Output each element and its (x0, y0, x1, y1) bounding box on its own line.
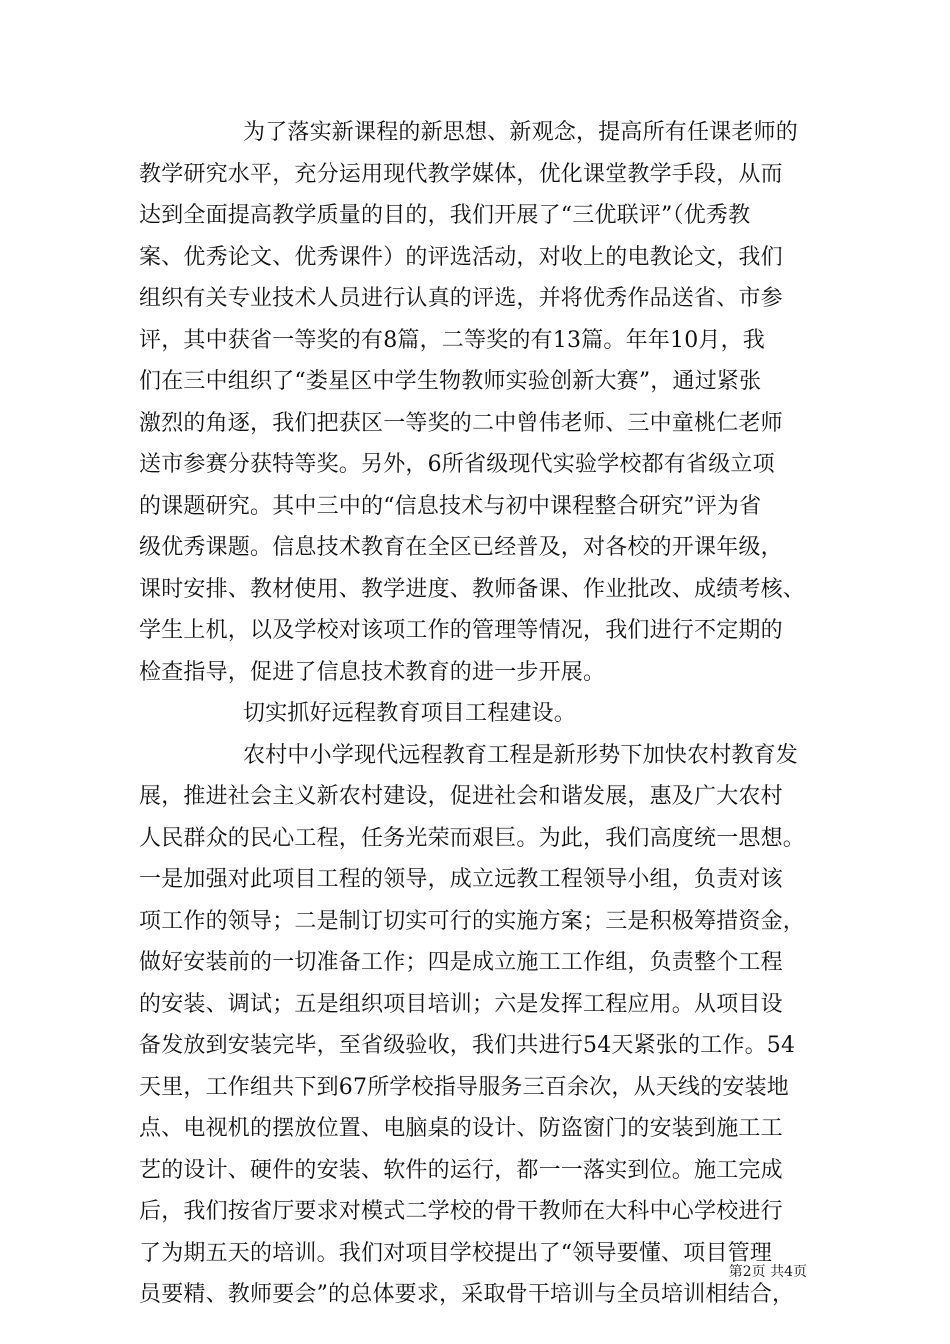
text-line: 点、电视机的摆放位置、电脑桌的设计、防盗窗门的安装到施工工 (139, 1116, 783, 1141)
text-line: 农村中小学现代远程教育工程是新形势下加快农村教育发 (243, 743, 799, 768)
text-line: 后，我们按省厅要求对模式二学校的骨干教师在大科中心学校进行 (139, 1199, 783, 1224)
text-line: 达到全面提高教学质量的目的，我们开展了“三优联评”（优秀教 (139, 203, 751, 228)
text-line: 激烈的角逐，我们把获区一等奖的二中曾伟老师、三中童桃仁老师 (139, 411, 783, 436)
text-line: 做好安装前的一切准备工作；四是成立施工工作组，负责整个工程 (139, 950, 783, 975)
page-number: 第2页 共4页 (728, 1264, 807, 1280)
text-line: 一是加强对此项目工程的领导，成立远教工程领导小组，负责对该 (139, 867, 783, 892)
text-line: 课时安排、教材使用、教学进度、教师备课、作业批改、成绩考核、 (139, 577, 806, 602)
text-line: 案、优秀论文、优秀课件）的评选活动，对收上的电教论文，我们 (139, 245, 783, 270)
text-line: 评，其中获省一等奖的有8篇，二等奖的有13篇。年年10月，我 (139, 328, 765, 353)
text-line: 学生上机，以及学校对该项工作的管理等情况，我们进行不定期的 (139, 618, 783, 643)
text-line: 项工作的领导；二是制订切实可行的实施方案；三是积极筹措资金， (139, 909, 806, 934)
text-line: 了为期五天的培训。我们对项目学校提出了“领导要懂、项目管理 (139, 1241, 773, 1266)
text-line: 艺的设计、硬件的安装、软件的运行，都一一落实到位。施工完成 (139, 1158, 783, 1183)
text-line: 检查指导，促进了信息技术教育的进一步开展。 (139, 660, 606, 685)
text-line: 级优秀课题。信息技术教育在全区已经普及，对各校的开课年级， (139, 535, 783, 560)
text-line: 员要精、教师要会”的总体要求，采取骨干培训与全员培训相结合， (139, 1282, 795, 1307)
text-line: 送市参赛分获特等奖。另外，6所省级现代实验学校都有省级立项 (139, 452, 775, 477)
text-line: 展，推进社会主义新农村建设，促进社会和谐发展，惠及广大农村 (139, 784, 783, 809)
text-line: 的课题研究。其中三中的“信息技术与初中课程整合研究”评为省 (139, 494, 762, 519)
text-line: 们在三中组织了“娄星区中学生物教师实验创新大赛”，通过紧张 (139, 369, 762, 394)
text-line: 教学研究水平，充分运用现代教学媒体，优化课堂教学手段，从而 (139, 162, 783, 187)
text-line: 的安装、调试；五是组织项目培训；六是发挥工程应用。从项目设 (139, 992, 783, 1017)
text-line: 为了落实新课程的新思想、新观念，提高所有任课老师的 (243, 120, 799, 145)
text-line: 备发放到安装完毕，至省级验收，我们共进行54天紧张的工作。54 (139, 1033, 796, 1058)
text-line: 人民群众的民心工程，任务光荣而艰巨。为此，我们高度统一思想。 (139, 826, 806, 851)
text-line: 组织有关专业技术人员进行认真的评选，并将优秀作品送省、市参 (139, 286, 783, 311)
section-heading: 切实抓好远程教育项目工程建设。 (243, 701, 577, 726)
text-line: 天里，工作组共下到67所学校指导服务三百余次，从天线的安装地 (139, 1075, 789, 1100)
